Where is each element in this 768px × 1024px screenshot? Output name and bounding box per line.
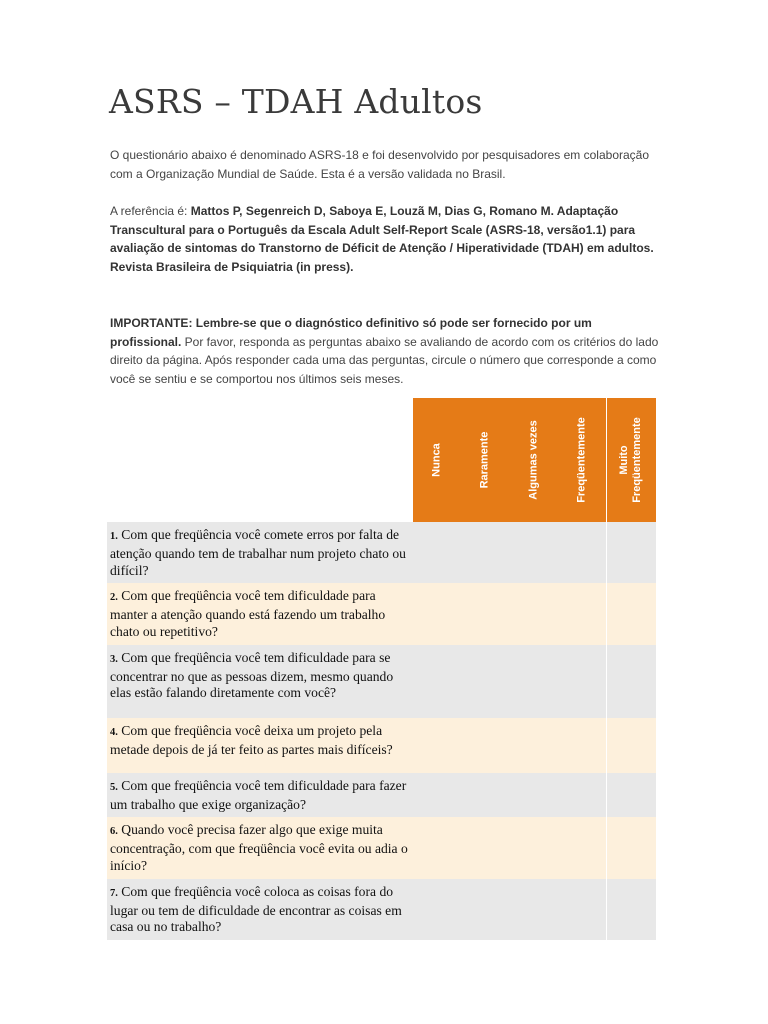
- answer-cell-muito[interactable]: [606, 718, 656, 773]
- column-label: Algumas vezes: [527, 420, 540, 500]
- table-row: [107, 817, 656, 878]
- table-row: [107, 522, 656, 583]
- column-label: Nunca: [430, 443, 443, 477]
- reference-citation: Mattos P, Segenreich D, Saboya E, Louzã M, Dias G, Romano M. Adaptação Transcultural para o Português da Escala Adult Self-Report Scale (ASRS-18, versão1.1) para avaliação de sintomas do Transtorno de Déficit de Atenção / Hiperatividade (TDAH) em adultos. Revista Brasileira de Psiquiatria (in press).: [110, 204, 654, 274]
- column-label: Raramente: [478, 431, 491, 489]
- question-number: 2.: [110, 592, 118, 604]
- question-number: 5.: [110, 781, 118, 793]
- header-blank-cell: [107, 398, 413, 522]
- question-cell: [107, 817, 413, 878]
- column-header-raramente: [461, 398, 509, 522]
- question-text: Com que freqüência você deixa um projeto pela metade depois de já ter feito as partes mais difíceis?: [110, 722, 393, 757]
- question-number: 6.: [110, 826, 118, 838]
- question-cell: [107, 645, 413, 718]
- question-number: 3.: [110, 653, 118, 665]
- answer-cell[interactable]: [413, 522, 606, 583]
- question-cell: [107, 583, 413, 644]
- question-cell: [107, 522, 413, 583]
- question-text: Com que freqüência você tem dificuldade para se concentrar no que as pessoas dizem, mesmo quando elas estão falando diretamente com você?: [110, 649, 394, 701]
- answer-cell-muito[interactable]: [606, 522, 656, 583]
- important-notice: IMPORTANTE: Lembre-se que o diagnóstico definitivo só pode ser fornecido por um profissional.: [110, 316, 592, 349]
- question-text: Com que freqüência você comete erros por falta de atenção quando tem de trabalhar num projeto chato ou difícil?: [110, 527, 406, 578]
- question-text: Com que freqüência você tem dificuldade para fazer um trabalho que exige organização?: [110, 777, 407, 812]
- question-number: 4.: [110, 726, 118, 738]
- question-cell: [107, 879, 413, 940]
- answer-cell[interactable]: [413, 817, 606, 878]
- answer-cell[interactable]: [413, 645, 606, 718]
- answer-cell[interactable]: [413, 583, 606, 644]
- table-row: [107, 583, 656, 644]
- table-row: [107, 645, 656, 718]
- column-header-algumas-vezes: [509, 398, 557, 522]
- table-row: [107, 773, 656, 818]
- table-row: [107, 879, 656, 940]
- answer-cell-muito[interactable]: [606, 817, 656, 878]
- question-cell: [107, 718, 413, 773]
- column-label: Muito Freqüentemente: [618, 417, 644, 503]
- instructions-paragraph: [110, 314, 666, 388]
- question-text: Quando você precisa fazer algo que exige muita concentração, com que freqüência você evita ou adia o início?: [110, 822, 408, 873]
- table-header-row: [107, 398, 656, 522]
- answer-cell-muito[interactable]: [606, 879, 656, 940]
- table-row: [107, 718, 656, 773]
- answer-cell-muito[interactable]: [606, 645, 656, 718]
- answer-cell-muito[interactable]: [606, 773, 656, 818]
- answer-cell[interactable]: [413, 773, 606, 818]
- column-header-nunca: [413, 398, 461, 522]
- column-header-frequentemente: [558, 398, 607, 522]
- column-label: Freqüentemente: [575, 417, 588, 503]
- instructions-text: Por favor, responda as perguntas abaixo se avaliando de acordo com os critérios do lado direito da página. Após responder cada uma das perguntas, circule o número que corresponde a como você se sentiu e se comportou nos últimos seis meses.: [110, 334, 659, 386]
- column-header-muito-frequentemente: [606, 398, 656, 522]
- question-text: Com que freqüência você tem dificuldade para manter a atenção quando está fazendo um trabalho chato ou repetitivo?: [110, 588, 386, 639]
- question-number: 7.: [110, 887, 118, 899]
- reference-paragraph: [110, 202, 666, 276]
- page-title: ASRS – TDAH Adultos: [109, 82, 483, 121]
- intro-paragraph: O questionário abaixo é denominado ASRS-18 e foi desenvolvido por pesquisadores em colaboração com a Organização Mundial de Saúde. Esta é a versão validada no Brasil.: [110, 148, 650, 181]
- question-number: 1.: [110, 531, 118, 542]
- answer-cell[interactable]: [413, 718, 606, 773]
- question-cell: [107, 773, 413, 818]
- answer-cell[interactable]: [413, 879, 606, 940]
- answer-cell-muito[interactable]: [606, 583, 656, 644]
- asrs-questionnaire-table: [107, 398, 656, 940]
- reference-prefix: A referência é:: [110, 204, 191, 218]
- question-text: Com que freqüência você coloca as coisas fora do lugar ou tem de dificuldade de encontrar as coisas em casa ou no trabalho?: [110, 883, 402, 935]
